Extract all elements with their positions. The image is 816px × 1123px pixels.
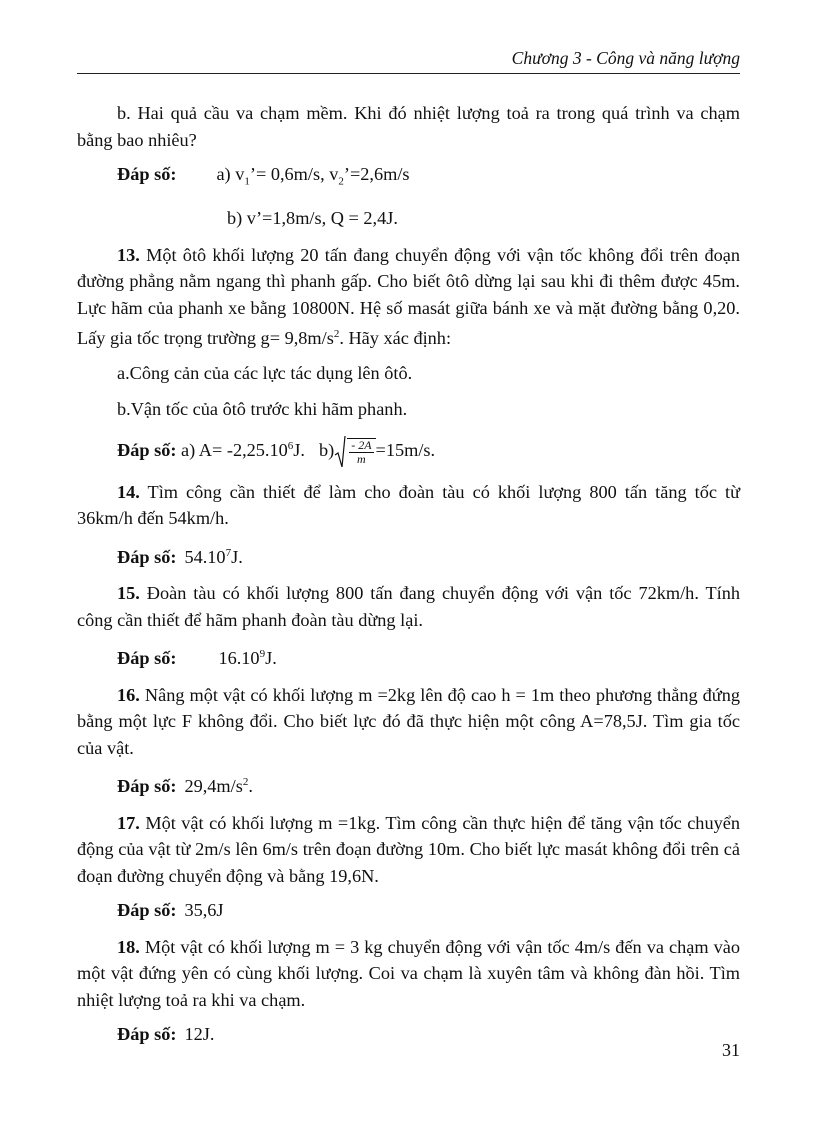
problem-13-part-a: a.Công cản của các lực tác dụng lên ôtô.: [117, 362, 413, 383]
answer-12a: Đáp số: a) $v_1’= 0,6m/s$, $v_2’=2,6m/s$: [117, 164, 410, 188]
problem-18: 18. Một vật có khối lượng m = 3 kg chuyển động với vận tốc 4m/s đến va chạm vào một vật đứng yên có cùng khối lượng. Coi va chạm là xuyên tâm và không đàn hồi. Tìm nhiệt lượng toả ra khi va chạm.: [77, 936, 740, 1010]
problem-16: 16. Nâng một vật có khối lượng m =2kg lên độ cao h = 1m theo phương thẳng đứng bằng một lực F không đổi. Cho biết lực đó đã thực hiện một công A=78,5J. Tìm gia tốc của vật.: [77, 684, 740, 758]
problem-12b: b. Hai quả cầu va chạm mềm. Khi đó nhiệt lượng toả ra trong quá trình va chạm bằng bao nhiêu?: [77, 103, 740, 150]
problem-15: 15. Đoàn tàu có khối lượng 800 tấn đang chuyển động với vận tốc 72km/h. Tính công cần thiết để hãm phanh đoàn tàu dừng lại.: [77, 583, 740, 630]
page-number: 31: [722, 1040, 740, 1060]
page-body: [77, 100, 740, 1058]
running-header: [77, 47, 740, 74]
fraction: $\frac{- 2A}{m}$: [347, 438, 375, 466]
square-root-expression: [334, 435, 375, 469]
answer-17: Đáp số: 35,6J: [117, 900, 224, 921]
answer-12b: b) v’=1,8m/s, Q = 2,4J.: [227, 208, 398, 229]
answer-13: Đáp số: a) $A= -2,25.10^6J$. b) $\frac{- 2A}{m}$ =15m/s.: [117, 433, 740, 469]
problem-14: 14. Tìm công cần thiết để làm cho đoàn tàu có khối lượng 800 tấn tăng tốc từ 36km/h đến 54km/h.: [77, 481, 740, 529]
problem-17: 17. Một vật có khối lượng m =1kg. Tìm công cần thực hiện để tăng vận tốc chuyển động của vật từ 2m/s lên 6m/s trên đoạn đường 10m. Cho biết lực masát không đổi trên cả đoạn đường chuyển động và bằng 19,6N.: [77, 812, 740, 886]
problem-13: 13. Một ôtô khối lượng 20 tấn đang chuyển động với vận tốc không đổi trên đoạn đường phẳng nằm ngang thì phanh gấp. Cho biết ôtô dừng lại sau khi đi thêm được 45m. Lực hãm của phanh xe bằng 10800N. Hệ số masát giữa bánh xe và mặt đường bằng 0,20. Lấy gia tốc trọng trường $g= 9,8m/s^2$. Hãy xác định:: [77, 244, 740, 349]
answer-18: Đáp số: 12J.: [117, 1024, 215, 1045]
problem-13-part-b: b.Vận tốc của ôtô trước khi hãm phanh.: [117, 399, 408, 420]
answer-16: Đáp số: $29,4m/s^2$.: [117, 776, 253, 797]
answer-15: Đáp số: 16.10$^9$J.: [117, 648, 277, 669]
radical-sign-icon: [334, 435, 346, 469]
answer-14: Đáp số: 54.10$^7$J.: [117, 546, 243, 567]
chapter-title: Chương 3 - Công và năng lượng: [511, 48, 740, 68]
